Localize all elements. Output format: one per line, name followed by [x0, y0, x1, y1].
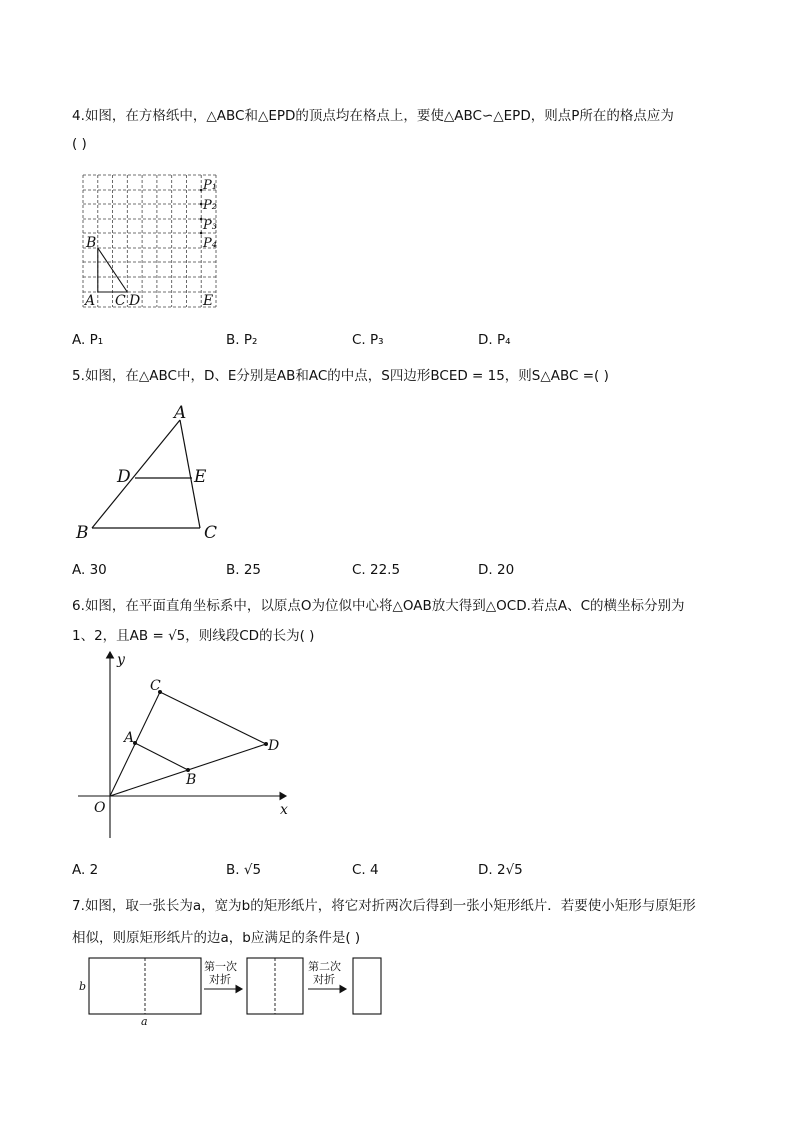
- label-P1: P₁: [203, 178, 217, 193]
- label-E: E: [194, 467, 207, 487]
- q4-grid-figure: [80, 172, 222, 312]
- q7-stem-line1: 7.如图，取一张长为a，宽为b的矩形纸片，将它对折两次后得到一张小矩形纸片．若要使小矩形与原矩形: [72, 898, 696, 914]
- label-P4: P₄: [203, 236, 217, 251]
- q4-stem-line1: 4.如图，在方格纸中，△ABC和△EPD的顶点均在格点上，要使△ABC∽△EPD，则点P所在的格点应为: [72, 108, 674, 124]
- fold1-label-line1: 第一次: [204, 960, 237, 973]
- segment-ab: [135, 743, 188, 770]
- segment-cd: [160, 692, 266, 744]
- q4-option-a[interactable]: A. P₁: [72, 332, 104, 348]
- q5-triangle-figure: [72, 400, 232, 548]
- q7-stem-line2: 相似，则原矩形纸片的边a，b应满足的条件是( ): [72, 930, 361, 946]
- label-D: D: [129, 293, 141, 309]
- q5-option-c[interactable]: C. 22.5: [352, 562, 401, 578]
- q6-option-c[interactable]: C. 4: [352, 862, 379, 878]
- q4-stem-line2: ( ): [72, 136, 87, 152]
- label-C: C: [204, 523, 218, 543]
- q7-folding-figure: [76, 952, 388, 1028]
- q5-option-b[interactable]: B. 25: [226, 562, 262, 578]
- q6-stem-line1: 6.如图，在平面直角坐标系中，以原点O为位似中心将△OAB放大得到△OCD.若点A、C的横坐标分别为: [72, 598, 685, 614]
- q4-option-d[interactable]: D. P₄: [478, 332, 511, 348]
- label-a: a: [141, 1015, 148, 1028]
- label-B: B: [76, 523, 89, 543]
- quarter-rectangle: [353, 958, 381, 1014]
- q5-stem-line1: 5.如图，在△ABC中，D、E分别是AB和AC的中点，S四边形BCED = 15，则S△ABC =( ): [72, 368, 609, 384]
- label-A: A: [85, 293, 96, 309]
- q6-stem-line2: 1、2，且AB = √5，则线段CD的长为( ): [72, 628, 315, 644]
- label-C: C: [150, 678, 161, 694]
- q4-option-b[interactable]: B. P₂: [226, 332, 258, 348]
- label-C: C: [115, 293, 126, 309]
- q6-option-d[interactable]: D. 2√5: [478, 862, 523, 878]
- label-B: B: [186, 772, 197, 788]
- q5-option-d[interactable]: D. 20: [478, 562, 515, 578]
- fold2-label-line1: 第二次: [308, 960, 341, 973]
- q6-option-b[interactable]: B. √5: [226, 862, 262, 878]
- label-B: B: [86, 235, 97, 251]
- q6-option-a[interactable]: A. 2: [72, 862, 99, 878]
- q4-option-c[interactable]: C. P₃: [352, 332, 384, 348]
- label-A: A: [124, 730, 135, 746]
- label-A: A: [174, 403, 187, 423]
- fold2-label-line2: 对折: [313, 973, 335, 986]
- label-D: D: [117, 467, 131, 487]
- label-O: O: [94, 800, 106, 816]
- label-b: b: [79, 980, 87, 993]
- label-P3: P₃: [203, 218, 217, 233]
- label-x: x: [280, 802, 288, 818]
- label-E: E: [203, 293, 214, 309]
- label-P2: P₂: [203, 198, 217, 213]
- label-y: y: [117, 652, 125, 668]
- label-D: D: [268, 738, 280, 754]
- q6-coordinate-figure: [72, 646, 302, 842]
- side-ab: [92, 420, 180, 528]
- grid-lines: [83, 175, 216, 307]
- fold1-label-line2: 对折: [209, 973, 231, 986]
- q5-option-a[interactable]: A. 30: [72, 562, 107, 578]
